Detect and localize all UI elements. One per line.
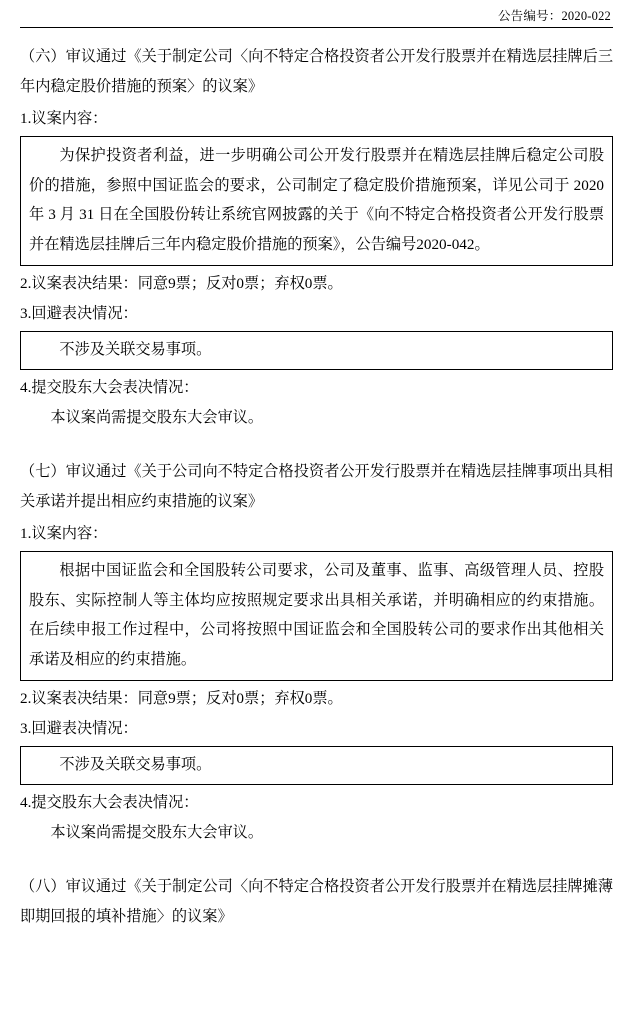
item-7-avoid-label: 3.回避表决情况： [20, 720, 138, 737]
item-6-avoid-label: 3.回避表决情况： [20, 305, 138, 322]
resolution-item-6 [20, 42, 613, 433]
item-6-avoid-box [20, 331, 613, 370]
item-6-submit-text: 本议案尚需提交股东大会审议。 [50, 409, 264, 426]
item-8-heading: （八）审议通过《关于制定公司〈向不特定合格投资者公开发行股票并在精选层挂牌摊薄即期回报的填补措施〉的议案》 [20, 878, 613, 925]
item-7-content-box [20, 551, 613, 681]
item-6-content-text: 为保护投资者利益，进一步明确公司公开发行股票并在精选层挂牌后稳定公司股价的措施，参照中国证监会的要求，公司制定了稳定股价措施预案，详见公司于 2020 年 3 月 31 日在全国股份转让系统官网披露的关于《向不特定合格投资者公开发行股票并在精选层挂牌后三年内稳定股价措施的预案》，公告编号2020-042。 [29, 147, 604, 253]
item-6-heading: （六）审议通过《关于制定公司〈向不特定合格投资者公开发行股票并在精选层挂牌后三年内稳定股价措施的预案〉的议案》 [20, 48, 613, 95]
header-divider [20, 27, 613, 28]
item-7-submit-text: 本议案尚需提交股东大会审议。 [50, 824, 264, 841]
announcement-number: 公告编号：2020-022 [497, 9, 611, 23]
item-7-vote-result: 2.议案表决结果：同意9票；反对0票；弃权0票。 [20, 690, 343, 707]
resolution-item-7 [20, 457, 613, 848]
item-7-content-text: 根据中国证监会和全国股转公司要求，公司及董事、监事、高级管理人员、控股股东、实际控制人等主体均应按照规定要求出具相关承诺，并明确相应的约束措施。在后续申报工作过程中，公司将按照中国证监会和全国股转公司的要求作出其他相关承诺及相应的约束措施。 [29, 562, 604, 668]
item-7-content-label: 1.议案内容： [20, 525, 108, 542]
item-6-content-label: 1.议案内容： [20, 110, 108, 127]
item-6-submit-label: 4.提交股东大会表决情况： [20, 379, 199, 396]
item-7-heading: （七）审议通过《关于公司向不特定合格投资者公开发行股票并在精选层挂牌事项出具相关承诺并提出相应约束措施的议案》 [20, 463, 613, 510]
item-6-avoid-text: 不涉及关联交易事项。 [59, 341, 212, 358]
section-spacer-1 [20, 435, 613, 457]
item-6-vote-result: 2.议案表决结果：同意9票；反对0票；弃权0票。 [20, 275, 343, 292]
item-6-content-box [20, 136, 613, 266]
item-7-submit-label: 4.提交股东大会表决情况： [20, 794, 199, 811]
section-spacer-2 [20, 850, 613, 872]
item-7-avoid-box [20, 746, 613, 785]
item-7-avoid-text: 不涉及关联交易事项。 [59, 756, 212, 773]
resolution-item-8 [20, 872, 613, 932]
page-header [20, 0, 613, 24]
